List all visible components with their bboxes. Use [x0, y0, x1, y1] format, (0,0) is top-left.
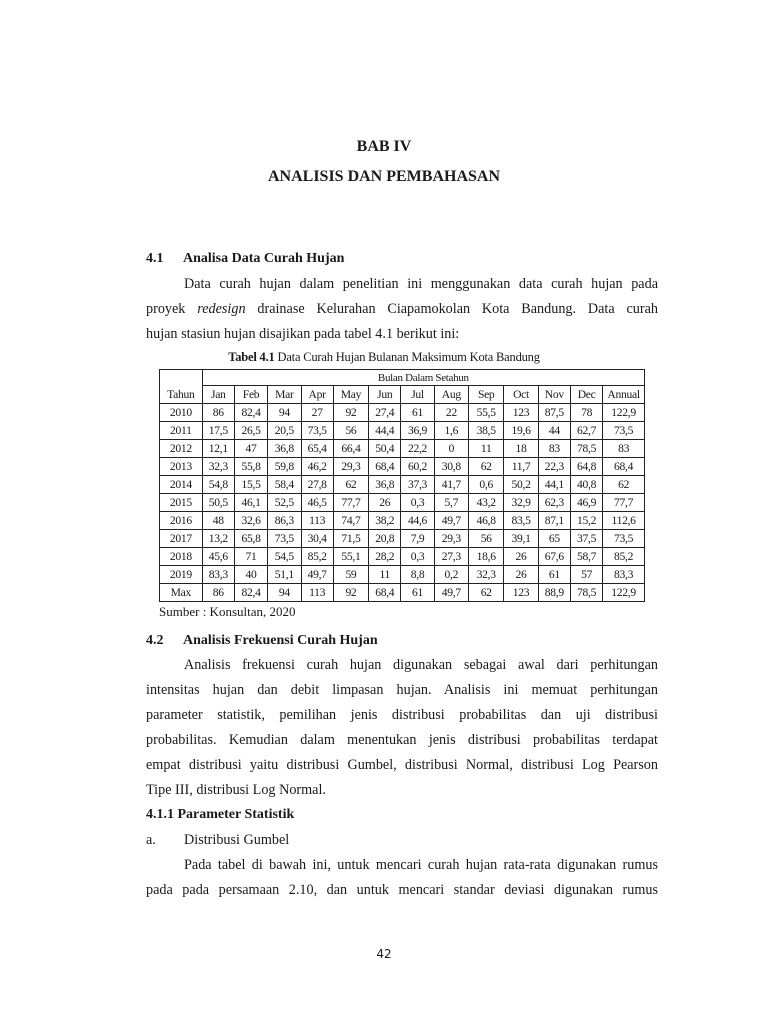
row-label-cell: Max — [160, 584, 203, 602]
table-cell: 58,4 — [268, 476, 301, 494]
table-cell: 36,8 — [369, 476, 401, 494]
table-cell: 77,7 — [333, 494, 368, 512]
row-label-cell: 2011 — [160, 422, 203, 440]
table-cell: 122,9 — [603, 404, 645, 422]
table-cell: 78,5 — [570, 440, 602, 458]
subsection-heading: 4.1.1 Parameter Statistik — [146, 807, 295, 822]
table-cell: 30,8 — [434, 458, 468, 476]
table-cell: 73,5 — [301, 422, 333, 440]
column-header: Dec — [570, 386, 602, 404]
column-header: Tahun — [160, 386, 203, 404]
row-label-cell: 2018 — [160, 548, 203, 566]
table-cell: 71,5 — [333, 530, 368, 548]
table-cell: 123 — [504, 404, 538, 422]
table-cell: 5,7 — [434, 494, 468, 512]
table-cell: 22 — [434, 404, 468, 422]
table-cell: 54,5 — [268, 548, 301, 566]
table-cell: 39,1 — [504, 530, 538, 548]
table-cell: 17,5 — [202, 422, 234, 440]
table-cell: 62,3 — [538, 494, 570, 512]
table-cell: 62 — [469, 458, 504, 476]
row-label-cell: 2013 — [160, 458, 203, 476]
table-cell: 52,5 — [268, 494, 301, 512]
table-cell: 68,4 — [603, 458, 645, 476]
table-cell: 66,4 — [333, 440, 368, 458]
table-cell: 86 — [202, 404, 234, 422]
table-cell: 11,7 — [504, 458, 538, 476]
table-cell: 88,9 — [538, 584, 570, 602]
table-cell: 94 — [268, 584, 301, 602]
paragraph-line: probabilitas. Kemudian dalam menentukan jenis distribusi probabilitas terdapat — [146, 732, 658, 748]
section-title: Analisa Data Curah Hujan — [183, 251, 345, 266]
table-row — [160, 512, 645, 530]
table-cell: 113 — [301, 584, 333, 602]
table-cell: 64,8 — [570, 458, 602, 476]
column-header: Annual — [603, 386, 645, 404]
section-heading-4-2 — [146, 633, 378, 649]
table-cell: 8,8 — [401, 566, 434, 584]
table-cell: 73,5 — [268, 530, 301, 548]
row-label-cell: 2016 — [160, 512, 203, 530]
paragraph-line: pada pada persamaan 2.10, dan untuk mencari standar deviasi digunakan rumus — [146, 882, 658, 898]
table-cell: 73,5 — [603, 530, 645, 548]
row-label-cell: 2014 — [160, 476, 203, 494]
table-cell: 26 — [504, 548, 538, 566]
table-cell: 37,3 — [401, 476, 434, 494]
section-title: Analisis Frekuensi Curah Hujan — [183, 633, 378, 648]
table-cell: 56 — [333, 422, 368, 440]
table-cell: 83,3 — [202, 566, 234, 584]
row-label-cell: 2019 — [160, 566, 203, 584]
table-cell: 59 — [333, 566, 368, 584]
table-body — [160, 404, 645, 602]
table-caption — [0, 350, 768, 365]
table-cell: 67,6 — [538, 548, 570, 566]
table-cell: 15,5 — [234, 476, 267, 494]
column-header: Sep — [469, 386, 504, 404]
column-header: Oct — [504, 386, 538, 404]
group-header: Bulan Dalam Setahun — [202, 370, 644, 386]
table-cell: 27,3 — [434, 548, 468, 566]
table-cell: 0,6 — [469, 476, 504, 494]
table-cell: 46,5 — [301, 494, 333, 512]
table-cell: 122,9 — [603, 584, 645, 602]
table-cell: 29,3 — [333, 458, 368, 476]
table-cell: 61 — [401, 584, 434, 602]
table-cell: 85,2 — [603, 548, 645, 566]
row-label-cell: 2015 — [160, 494, 203, 512]
paragraph-line: empat distribusi yaitu distribusi Gumbel, distribusi Normal, distribusi Log Pearson — [146, 757, 658, 773]
table-cell: 60,2 — [401, 458, 434, 476]
table-cell: 65,8 — [234, 530, 267, 548]
table-cell: 62 — [603, 476, 645, 494]
table-cell: 87,1 — [538, 512, 570, 530]
paragraph-line: Pada tabel di bawah ini, untuk mencari curah hujan rata-rata digunakan rumus — [184, 857, 658, 873]
table-cell: 30,4 — [301, 530, 333, 548]
table-group-header-row — [160, 370, 645, 386]
table-row — [160, 440, 645, 458]
table-cell: 32,9 — [504, 494, 538, 512]
table-cell: 65,4 — [301, 440, 333, 458]
table-source: Sumber : Konsultan, 2020 — [159, 604, 296, 619]
table-cell: 11 — [369, 566, 401, 584]
paragraph-line: Tipe III, distribusi Log Normal. — [146, 782, 326, 798]
table-cell: 65 — [538, 530, 570, 548]
table-cell: 46,8 — [469, 512, 504, 530]
table-cell: 57 — [570, 566, 602, 584]
table-cell: 78 — [570, 404, 602, 422]
table-cell: 68,4 — [369, 458, 401, 476]
table-cell: 44,4 — [369, 422, 401, 440]
table-cell: 82,4 — [234, 584, 267, 602]
table-cell: 44,6 — [401, 512, 434, 530]
text-span: drainase Kelurahan Ciapamokolan Kota Bandung. Data curah — [245, 301, 658, 317]
table-cell: 27 — [301, 404, 333, 422]
table-cell: 26 — [504, 566, 538, 584]
table-cell: 112,6 — [603, 512, 645, 530]
chapter-number: BAB IV — [356, 138, 412, 155]
page-number: 42 — [376, 947, 392, 961]
table-cell: 41,7 — [434, 476, 468, 494]
table-cell: 32,3 — [202, 458, 234, 476]
table-cell: 20,8 — [369, 530, 401, 548]
table-cell: 59,8 — [268, 458, 301, 476]
table-cell: 43,2 — [469, 494, 504, 512]
row-label-cell: 2010 — [160, 404, 203, 422]
table-cell: 78,5 — [570, 584, 602, 602]
table-cell: 44 — [538, 422, 570, 440]
text-span: proyek — [146, 301, 198, 317]
table-cell: 27,4 — [369, 404, 401, 422]
table-cell: 55,1 — [333, 548, 368, 566]
italic-term: redesign — [197, 301, 246, 317]
table-row — [160, 494, 645, 512]
table-row — [160, 530, 645, 548]
row-label-cell: 2012 — [160, 440, 203, 458]
paragraph-line — [146, 301, 658, 318]
table-cell: 83,5 — [504, 512, 538, 530]
table-cell: 22,2 — [401, 440, 434, 458]
chapter-title: ANALISIS DAN PEMBAHASAN — [267, 168, 501, 185]
table-cell: 62 — [333, 476, 368, 494]
table-cell: 55,8 — [234, 458, 267, 476]
table-cell: 62 — [469, 584, 504, 602]
table-cell: 47 — [234, 440, 267, 458]
empty-header-cell — [160, 370, 203, 386]
table-cell: 40,8 — [570, 476, 602, 494]
column-header: Nov — [538, 386, 570, 404]
table-cell: 18,6 — [469, 548, 504, 566]
table-cell: 86,3 — [268, 512, 301, 530]
paragraph-line: hujan stasiun hujan disajikan pada tabel 4.1 berikut ini: — [146, 326, 460, 342]
table-row — [160, 404, 645, 422]
column-header: Aug — [434, 386, 468, 404]
table-cell: 26,5 — [234, 422, 267, 440]
table-cell: 44,1 — [538, 476, 570, 494]
list-marker: a. — [146, 832, 156, 848]
table-cell: 123 — [504, 584, 538, 602]
section-heading-4-1 — [146, 251, 344, 267]
paragraph-line: Data curah hujan dalam penelitian ini menggunakan data curah hujan pada — [184, 276, 658, 292]
table-cell: 36,9 — [401, 422, 434, 440]
table-cell: 38,2 — [369, 512, 401, 530]
table-cell: 68,4 — [369, 584, 401, 602]
rainfall-table — [159, 369, 645, 602]
table-header-row — [160, 386, 645, 404]
table-cell: 83 — [603, 440, 645, 458]
table-cell: 32,6 — [234, 512, 267, 530]
table-cell: 38,5 — [469, 422, 504, 440]
table-cell: 0,2 — [434, 566, 468, 584]
table-cell: 20,5 — [268, 422, 301, 440]
table-cell: 50,4 — [369, 440, 401, 458]
table-cell: 27,8 — [301, 476, 333, 494]
table-cell: 74,7 — [333, 512, 368, 530]
table-cell: 55,5 — [469, 404, 504, 422]
column-header: Feb — [234, 386, 267, 404]
table-cell: 49,7 — [301, 566, 333, 584]
table-cell: 50,5 — [202, 494, 234, 512]
table-cell: 87,5 — [538, 404, 570, 422]
table-cell: 32,3 — [469, 566, 504, 584]
table-row — [160, 566, 645, 584]
table-cell: 49,7 — [434, 584, 468, 602]
table-cell: 83,3 — [603, 566, 645, 584]
table-cell: 40 — [234, 566, 267, 584]
table-cell: 15,2 — [570, 512, 602, 530]
table-cell: 77,7 — [603, 494, 645, 512]
table-cell: 92 — [333, 584, 368, 602]
table-cell: 73,5 — [603, 422, 645, 440]
table-cell: 50,2 — [504, 476, 538, 494]
section-number: 4.2 — [146, 633, 164, 648]
table-row — [160, 422, 645, 440]
table-cell: 83 — [538, 440, 570, 458]
column-header: Jul — [401, 386, 434, 404]
table-cell: 46,2 — [301, 458, 333, 476]
table-cell: 12,1 — [202, 440, 234, 458]
table-cell: 36,8 — [268, 440, 301, 458]
table-cell: 19,6 — [504, 422, 538, 440]
table-cell: 62,7 — [570, 422, 602, 440]
table-cell: 13,2 — [202, 530, 234, 548]
list-text: Distribusi Gumbel — [184, 832, 290, 848]
table-cell: 54,8 — [202, 476, 234, 494]
column-header: Mar — [268, 386, 301, 404]
table-cell: 22,3 — [538, 458, 570, 476]
table-cell: 56 — [469, 530, 504, 548]
table-cell: 82,4 — [234, 404, 267, 422]
table-cell: 46,9 — [570, 494, 602, 512]
table-cell: 49,7 — [434, 512, 468, 530]
table-cell: 0,3 — [401, 548, 434, 566]
table-cell: 61 — [401, 404, 434, 422]
table-cell: 94 — [268, 404, 301, 422]
row-label-cell: 2017 — [160, 530, 203, 548]
table-cell: 11 — [469, 440, 504, 458]
paragraph-line: Analisis frekuensi curah hujan digunakan sebagai awal dari perhitungan — [184, 657, 658, 673]
table-cell: 48 — [202, 512, 234, 530]
table-cell: 29,3 — [434, 530, 468, 548]
table-cell: 92 — [333, 404, 368, 422]
table-cell: 58,7 — [570, 548, 602, 566]
table-row — [160, 476, 645, 494]
table-cell: 113 — [301, 512, 333, 530]
table-cell: 85,2 — [301, 548, 333, 566]
paragraph-line: intensitas hujan dan debit limpasan hujan. Analisis ini memuat perhitungan — [146, 682, 658, 698]
table-cell: 1,6 — [434, 422, 468, 440]
column-header: Jun — [369, 386, 401, 404]
column-header: Apr — [301, 386, 333, 404]
table-row — [160, 548, 645, 566]
table-cell: 26 — [369, 494, 401, 512]
table-cell: 0,3 — [401, 494, 434, 512]
table-cell: 51,1 — [268, 566, 301, 584]
table-cell: 71 — [234, 548, 267, 566]
table-caption-text: Data Curah Hujan Bulanan Maksimum Kota Bandung — [274, 350, 540, 364]
table-cell: 45,6 — [202, 548, 234, 566]
paragraph-line: parameter statistik, pemilihan jenis distribusi probabilitas dan uji distribusi — [146, 707, 658, 723]
table-cell: 86 — [202, 584, 234, 602]
table-cell: 7,9 — [401, 530, 434, 548]
section-number: 4.1 — [146, 251, 164, 266]
table-row — [160, 584, 645, 602]
column-header: Jan — [202, 386, 234, 404]
table-cell: 0 — [434, 440, 468, 458]
table-cell: 37,5 — [570, 530, 602, 548]
table-cell: 18 — [504, 440, 538, 458]
table-cell: 61 — [538, 566, 570, 584]
table-caption-label: Tabel 4.1 — [228, 350, 275, 364]
table-cell: 28,2 — [369, 548, 401, 566]
table-cell: 46,1 — [234, 494, 267, 512]
column-header: May — [333, 386, 368, 404]
list-item-a — [146, 832, 289, 849]
table-row — [160, 458, 645, 476]
